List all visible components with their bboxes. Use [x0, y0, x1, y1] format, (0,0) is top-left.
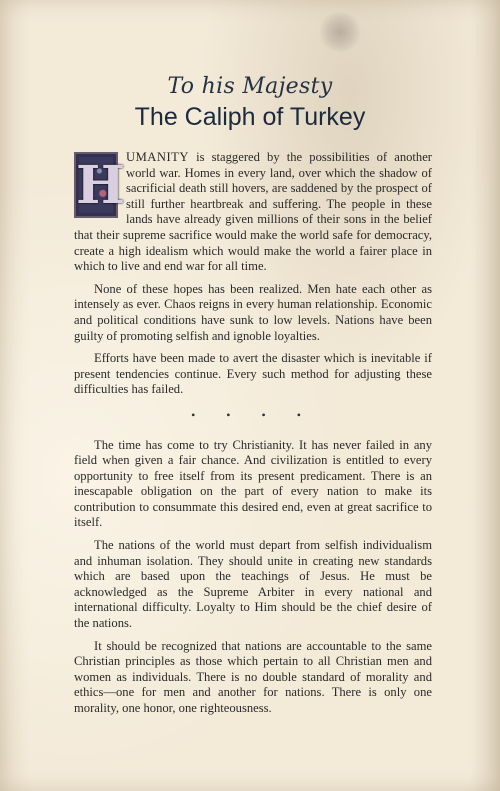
paragraph-1-first-word: UMANITY: [126, 150, 189, 164]
paragraph-1: [74, 150, 432, 275]
page-title: The Caliph of Turkey: [134, 103, 366, 131]
paragraph-5: The nations of the world must depart from selfish individualism and inhuman isolation. They should unite in creating new standards which are based upon the teachings of Jesus. He must be acknowledged as the Supreme Arbiter in every national and international difficulty. Loyalty to Him should be the chief desire of the nations.: [74, 538, 432, 631]
letter-body: [74, 150, 432, 724]
paragraph-1-text: is staggered by the possibilities of another world war. Homes in every land, over which the shadow of sacrificial death still hovers, are saddened by the prospect of still further heartbreak and suffering. The people in these lands have already given millions of their sons in the belief that their supreme sacrifice would make the world safe for democracy, create a high idealism which would make the world a fairer place in which to live and end war for all time.: [74, 150, 432, 274]
paragraph-6: It should be recognized that nations are accountable to the same Christian principles as those which pertain to all Christian men and women as individuals. There is no double standard of morality and ethics—one for men and another for nations. There is only one morality, one honor, one righteousness.: [74, 638, 432, 715]
dropcap-letter: H: [76, 155, 126, 216]
section-separator: • • • •: [191, 407, 315, 422]
paragraph-2: None of these hopes has been realized. Men hate each other as intensely as ever. Chaos reigns in every human relationship. Economic and political conditions have sunk to low levels. Nations have been guilty of promoting selfish and ignoble loyalties.: [74, 281, 432, 343]
paper-stain: [318, 12, 362, 52]
illuminated-dropcap: [74, 152, 126, 218]
paragraph-4: The time has come to try Christianity. It has never failed in any field when given a fair chance. And civilization is entitled to every opportunity to free itself from its present predicament. There is an inescapable obligation on the part of every nation to make its contribution to consummate this desired end, even at great sacrifice to itself.: [74, 437, 432, 530]
dedication-heading: To his Majesty: [167, 74, 333, 99]
paragraph-3: Efforts have been made to avert the disaster which is inevitable if present tendencies continue. Every such method for adjusting these difficulties has failed.: [74, 351, 432, 397]
